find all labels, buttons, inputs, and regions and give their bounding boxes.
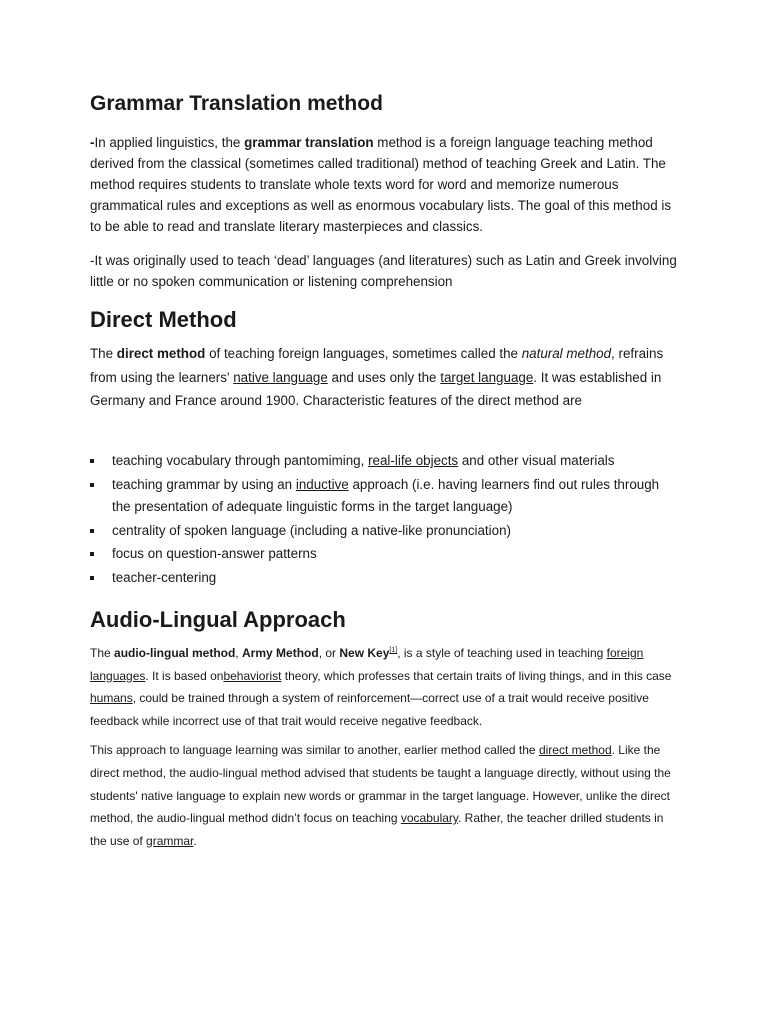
footnote-link[interactable]: [1] [389,647,398,654]
paragraph-audio-2 [90,739,680,852]
list-item [90,450,680,472]
bold-term: audio-lingual method [114,646,236,660]
text-run: This approach to language learning was similar to another, earlier method called the [90,743,539,758]
bold-term: New Key [339,646,390,660]
text-run: teaching grammar by using an [112,476,296,492]
text-run: theory, which professes that certain traits of living things, and in this case [281,668,672,683]
text-run: of teaching foreign languages, sometimes called the [205,346,522,361]
text-run: . It is based on [145,668,224,683]
link-foreign-languages[interactable]: foreign languages [90,646,644,683]
list-item [90,567,680,589]
list-item [90,543,680,565]
bold-term: Army Method [242,646,319,660]
text-run: . Rather, the teacher drilled students in the use of [90,811,664,848]
text-run: The [90,346,117,361]
link-inductive[interactable]: inductive [295,476,349,492]
text-run: , [235,646,243,660]
paragraph-direct [90,342,680,413]
dash: - [90,135,95,150]
paragraph-grammar-2: -It was originally used to teach ‘dead’ languages (and literatures) such as Latin and Greek involving little or no spoken communication or listening comprehension [90,253,677,289]
bullet-icon [90,576,94,580]
text-run: and uses only the [327,369,441,385]
bullet-icon [90,529,94,533]
text-run: teacher-centering [112,570,217,586]
paragraph-grammar-1 [90,132,680,237]
link-vocabulary[interactable]: vocabulary [400,811,459,826]
text-run: , could be trained through a system of reinforcement—correct use of a trait would receive positive feedback while incorrect use of that trait would receive negative feedback. [90,691,649,728]
text-run: , refrains from using the learners' [90,346,664,385]
bold-term: direct method [116,346,206,361]
bold-term: grammar translation [244,135,374,150]
link-grammar[interactable]: grammar [146,833,194,848]
bullet-icon [90,459,94,463]
text-run: , or [318,646,340,660]
link-real-life-objects[interactable]: real-life objects [368,453,459,468]
paragraph-audio-1 [90,642,680,732]
text-run: . It was established in Germany and France around 1900. Characteristic features of the direct method are [90,369,662,409]
link-behaviorist[interactable]: behaviorist [223,668,282,683]
bullet-list-direct-method [90,450,680,591]
text-run: The [90,646,115,660]
link-native-language[interactable]: native language [233,369,328,385]
text-run: approach (i.e. having learners find out rules through the presentation of adequate linguistic forms in the target language) [112,476,660,514]
list-item [90,474,680,518]
heading-audio-lingual: Audio-Lingual Approach [90,607,346,632]
text-run: . [193,833,197,848]
link-direct-method[interactable]: direct method [538,743,612,758]
text-run: . Like the direct method, the audio-lingual method advised that students be taught a language directly, without using the students' native language to explain new words or grammar in the target language. However, unlike the direct method, the audio-lingual method didn’t focus on teaching [90,743,671,826]
text-run: , is a style of teaching used in teaching [397,646,607,660]
bullet-icon [90,552,94,556]
section-grammar-translation [90,132,680,292]
list-item [90,520,680,542]
bullet-icon [90,483,94,487]
text-run: In applied linguistics, the [94,135,245,150]
link-humans[interactable]: humans [90,691,133,706]
text-run: and other visual materials [458,453,615,468]
link-target-language[interactable]: target language [440,369,534,385]
heading-direct-method: Direct Method [90,307,237,332]
text-run: focus on question-answer patterns [112,546,317,562]
text-run: teaching vocabulary through pantomiming, [112,453,369,468]
section-direct-method [90,342,680,413]
text-run: centrality of spoken language (including a native-like pronunciation) [112,522,511,538]
section-audio-lingual [90,642,680,852]
italic-term: natural method [521,346,612,361]
text-run: method is a foreign language teaching method derived from the classical (sometimes called traditional) method of teaching Greek and Latin. The method requires students to translate whole texts word for word and memorize numerous grammatical rules and exceptions as well as enormous vocabulary lists. The goal of this method is to be able to read and translate literary masterpieces and classics. [90,135,672,234]
heading-grammar-translation: Grammar Translation method [90,92,383,115]
